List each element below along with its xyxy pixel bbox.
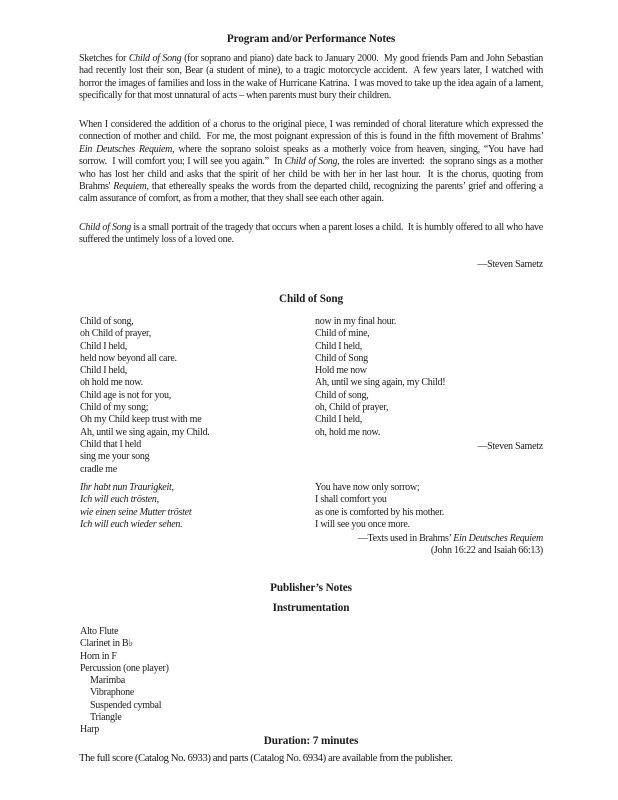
song-line: held now beyond all care.	[80, 352, 177, 364]
german-line: wie einen seine Mutter tröstet	[80, 506, 192, 518]
song-line: Child of my song;	[80, 402, 149, 414]
german-line: Ich will euch wieder sehen.	[80, 518, 183, 530]
work-title-italic: Ein Deutsches Requiem	[79, 143, 173, 155]
instrumentation-heading: Instrumentation	[272, 602, 350, 614]
duration-heading: Duration: 7 minutes	[263, 735, 359, 747]
song-line: oh Child of prayer,	[80, 328, 151, 340]
translation-line: I shall comfort you	[315, 494, 387, 506]
texts-source-attribution	[79, 533, 543, 558]
song-text-right-column	[315, 316, 543, 453]
translation-line: I will see you once more.	[315, 518, 410, 530]
publishers-notes-heading: Publisher’s Notes	[270, 582, 352, 594]
german-line: Ich will euch trösten,	[80, 494, 159, 506]
song-line: Oh my Child keep trust with me	[80, 414, 202, 426]
song-line: Hold me now	[315, 365, 367, 377]
instrument-item: Triangle	[90, 712, 122, 724]
song-line: oh, Child of prayer,	[315, 402, 389, 414]
song-line: Child I held,	[80, 340, 128, 352]
paragraph-text: , where the soprano soloist speaks as a motherly voice from heaven, singing, “You have had sorrow. I will comfort you; I will see you again.” In	[79, 143, 546, 168]
lyricist-attribution: —Steven Sametz	[477, 440, 543, 452]
translation-line: You have now only sorrow;	[315, 482, 420, 493]
notes-paragraph-1	[79, 53, 546, 103]
work-title-italic: Requiem	[113, 181, 147, 193]
song-line: Child I held,	[315, 340, 363, 352]
paragraph-text: When I considered the addition of a chorus to the original piece, I was reminded of choral literature which expressed the connection of mother and child. For me, the most poignant expression of this is found in the fifth movement of Brahms’	[79, 119, 546, 143]
instrument-item: Vibraphone	[90, 687, 135, 699]
song-line: Child I held,	[315, 414, 363, 426]
work-title-italic: Child of Song	[128, 53, 182, 64]
instrument-item: Percussion (one player)	[80, 662, 169, 674]
instrument-list	[80, 626, 544, 737]
paragraph-text: Sketches for	[79, 53, 129, 64]
song-line: cradle me	[80, 463, 117, 475]
composer-attribution: —Steven Sametz	[477, 259, 543, 270]
paragraph-text: , the roles are inverted: the soprano sings as a mother who has lost her child and asks that the spirit of her child be with her in her last hour. It is the chorus, quoting from Brahms'	[79, 156, 546, 193]
texts-attribution-line	[79, 533, 543, 545]
song-line: now in my final hour.	[315, 316, 397, 327]
song-line: Ah, until we sing again, my Child.	[80, 426, 210, 438]
work-title-italic: Child of Song	[79, 222, 131, 233]
attribution-text: —Texts used in Brahms’	[357, 533, 454, 544]
scripture-reference: (John 16:22 and Isaiah 66:13)	[430, 545, 543, 557]
song-line: oh hold me now.	[80, 377, 143, 389]
german-stanza	[80, 482, 312, 531]
song-line: Child of song,	[80, 316, 134, 327]
notes-paragraph-2	[79, 119, 546, 206]
availability-note: The full score (Catalog No. 6933) and parts (Catalog No. 6934) are available from the publisher.	[79, 752, 453, 764]
instrument-item: Horn in F	[80, 650, 117, 662]
song-line: Child of mine,	[315, 328, 370, 340]
notes-paragraph-3	[79, 222, 546, 247]
translation-line: as one is comforted by his mother.	[315, 506, 444, 518]
paragraph-text: (for soprano and piano) date back to January 2000. My good friends Pam and John Sebastian had recently lost their son, Bear (a student of mine), to a tragic motorcycle accident. A few years later, I watched with horror the images of families and loss in the wake of Hurricane Katrina. I was moved to take up the idea again of a lament, specifically for that most unnatural of acts – when parents must bury their children.	[79, 53, 546, 102]
paragraph-text: , that ethereally speaks the words from the departed child, recognizing the parents’ grief and offering a calm assurance of comfort, as from a mother, that they shall see each other again.	[79, 181, 546, 205]
song-line: Child age is not for you,	[80, 389, 171, 401]
song-line: oh, hold me now.	[315, 426, 381, 438]
instrument-item: Suspended cymbal	[90, 699, 162, 711]
instrument-item: Marimba	[90, 675, 125, 687]
song-line: Ah, until we sing again, my Child!	[315, 377, 446, 389]
instrument-item: Alto Flute	[80, 626, 119, 637]
german-line: Ihr habt nun Traurigkeit,	[80, 482, 174, 493]
requiem-title-italic: Ein Deutsches Requiem	[453, 533, 543, 544]
song-line: Child of song,	[315, 389, 369, 401]
song-text-left-column	[80, 316, 312, 476]
song-title-heading: Child of Song	[279, 293, 343, 305]
song-line: Child of Song	[315, 352, 368, 364]
translation-stanza	[315, 482, 543, 531]
instrument-item: Clarinet in B♭	[80, 638, 133, 650]
song-line: Child that I held	[80, 438, 142, 450]
paragraph-text: is a small portrait of the tragedy that occurs when a parent loses a child. It is humbly offered to all who have suffered the untimely loss of a loved one.	[79, 222, 546, 246]
song-line: sing me your song	[80, 451, 150, 463]
song-line: Child I held,	[80, 365, 128, 377]
work-title-italic: Child of Song	[284, 156, 338, 168]
instrument-item: Harp	[80, 724, 99, 736]
page-title: Program and/or Performance Notes	[226, 33, 396, 45]
